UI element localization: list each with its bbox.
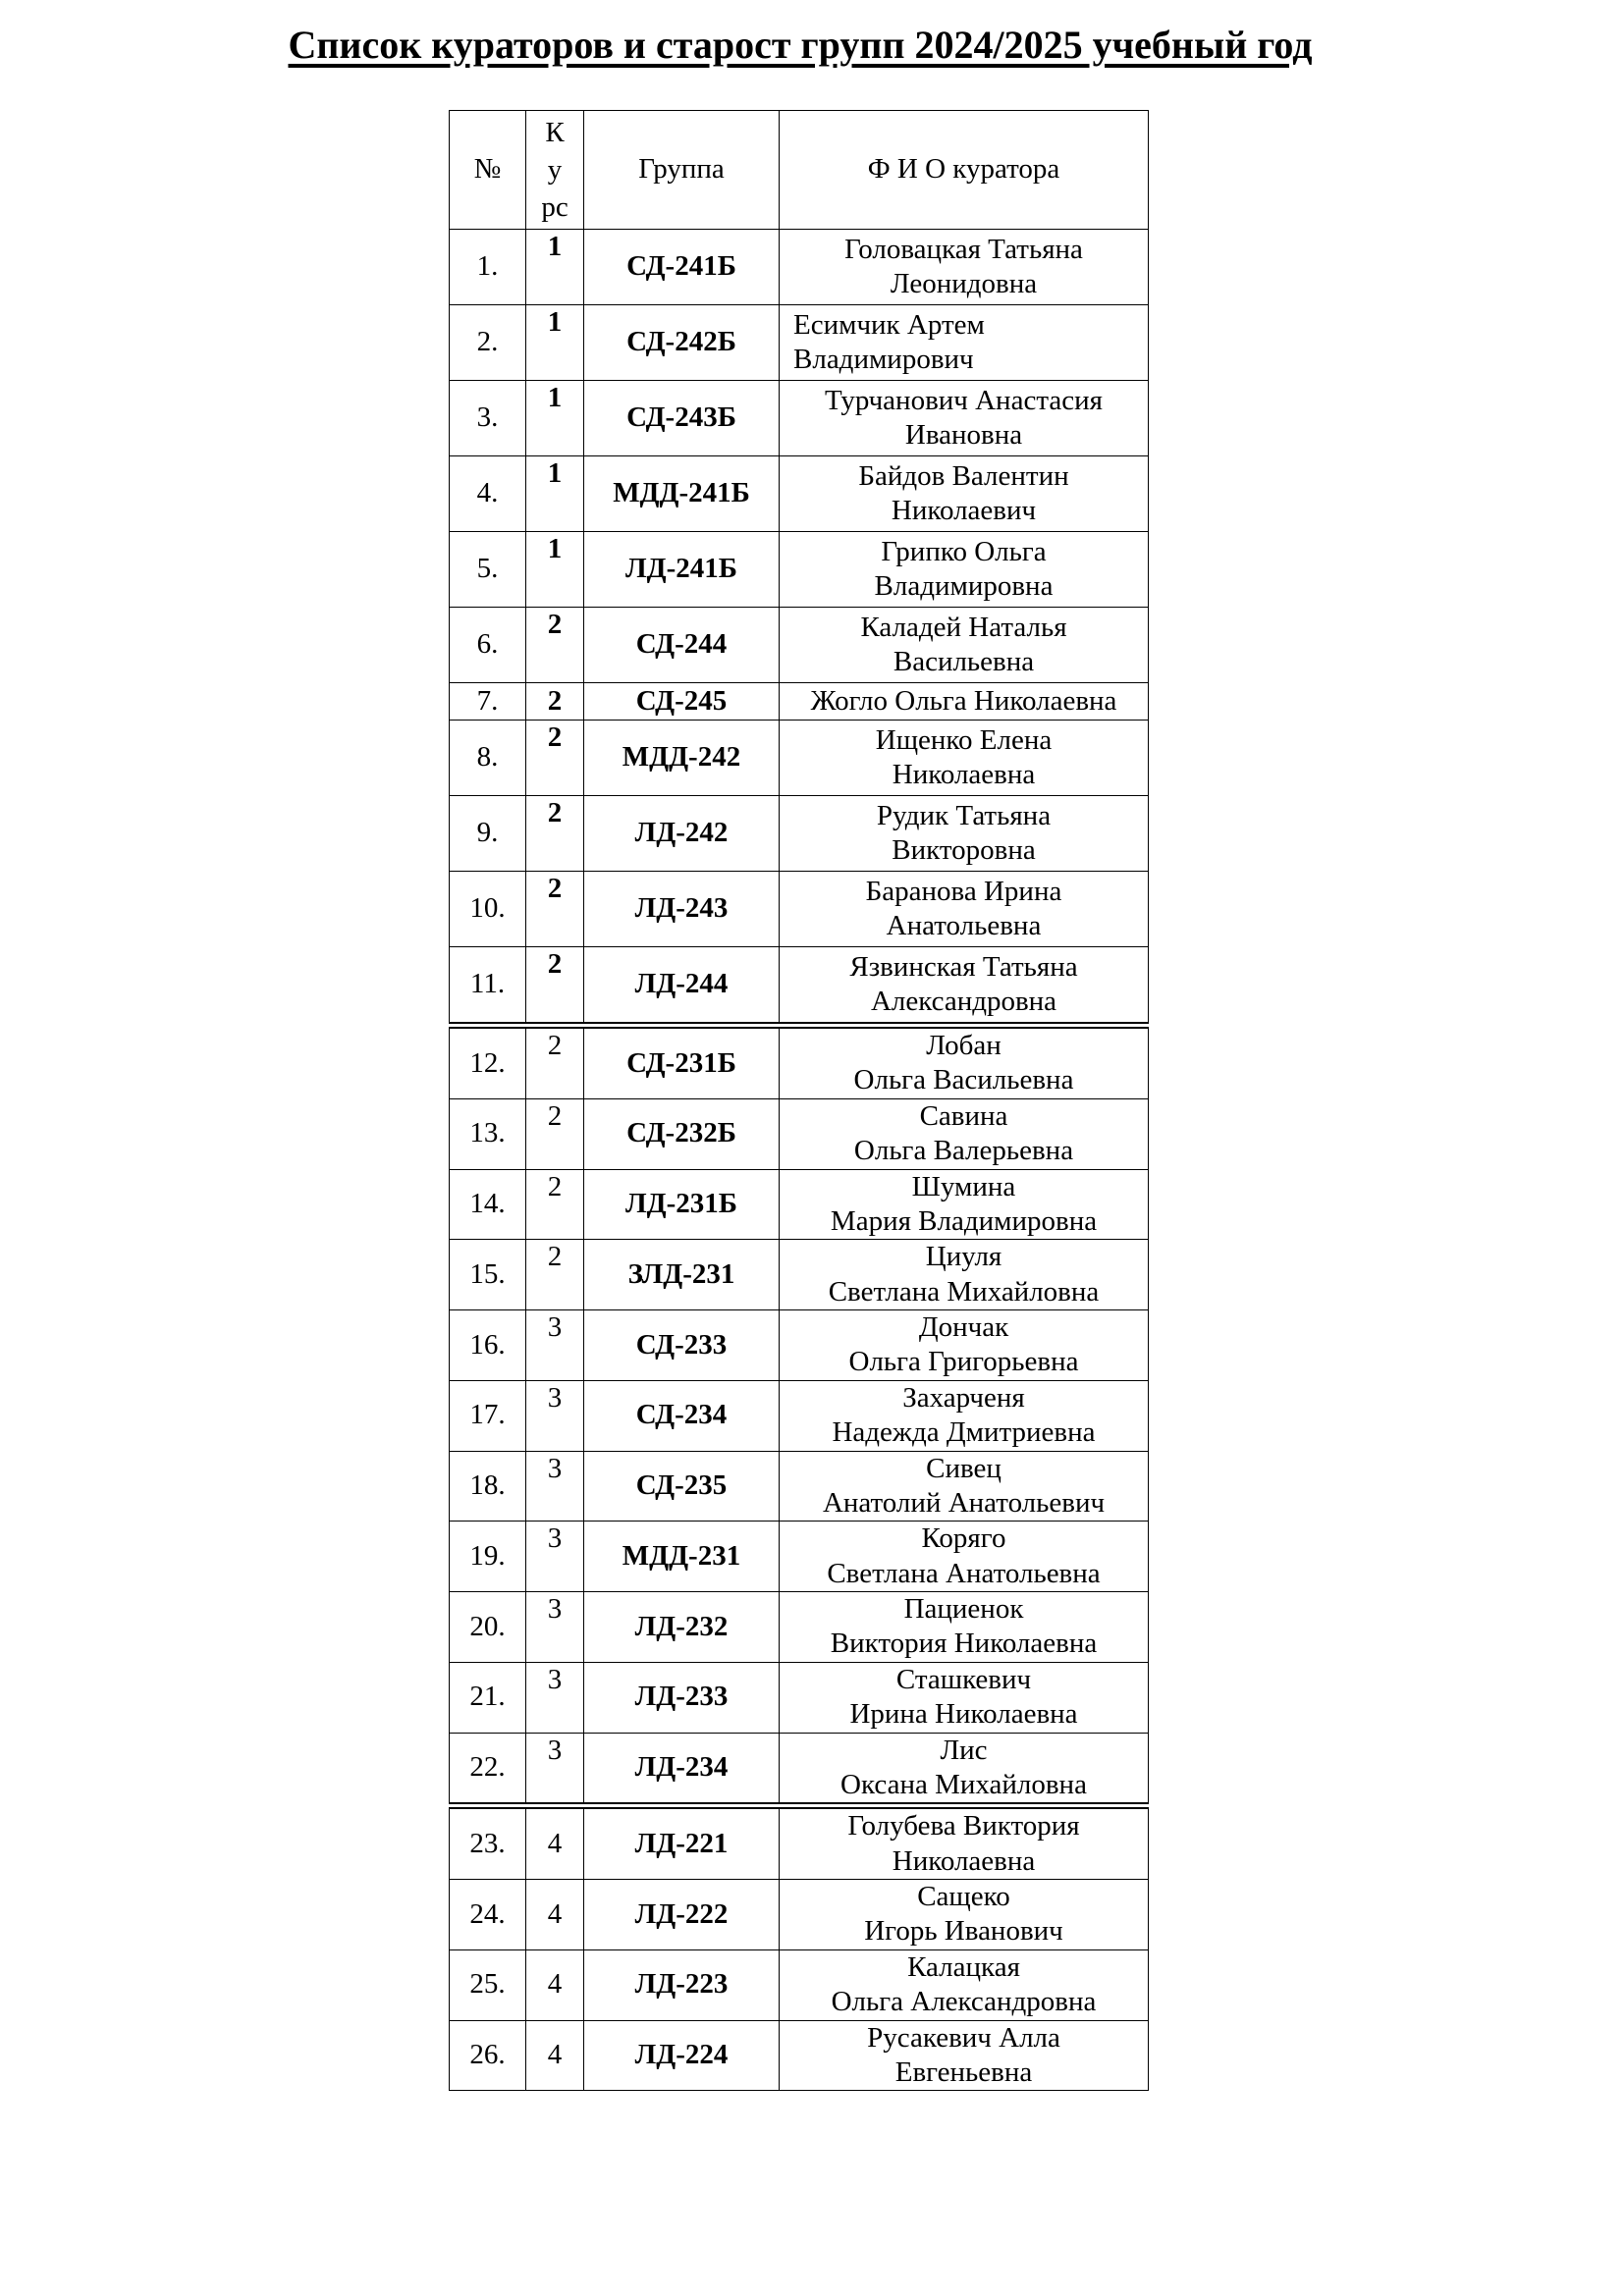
curator-name-line: Байдов Валентин — [858, 459, 1069, 492]
row-number: 3. — [450, 381, 526, 456]
row-kurs: 2 — [526, 721, 584, 796]
curator-name-line: Циуля — [925, 1241, 1002, 1273]
row-number: 23. — [450, 1806, 526, 1880]
curator-name-line: Есимчик Артем — [793, 308, 985, 341]
row-number: 25. — [450, 1949, 526, 2020]
row-kurs: 2 — [526, 947, 584, 1026]
row-kurs: 3 — [526, 1451, 584, 1522]
row-group: СД-233 — [584, 1310, 780, 1381]
curator-name-line: Язвинская Татьяна — [849, 950, 1078, 983]
curator-name-line: Ольга Григорьевна — [848, 1346, 1079, 1378]
row-group: СД-244 — [584, 608, 780, 683]
table-row — [450, 1240, 1149, 1310]
row-curator — [780, 1380, 1149, 1451]
row-kurs: 1 — [526, 230, 584, 305]
row-kurs: 1 — [526, 305, 584, 381]
curator-name-line: Васильевна — [893, 646, 1035, 677]
table-row — [450, 872, 1149, 947]
row-number: 9. — [450, 796, 526, 872]
header-num: № — [450, 111, 526, 230]
row-curator — [780, 532, 1149, 608]
table-row — [450, 456, 1149, 532]
row-curator — [780, 1949, 1149, 2020]
curator-name-line: Оксана Михайловна — [840, 1768, 1087, 1800]
row-kurs: 2 — [526, 872, 584, 947]
row-curator — [780, 381, 1149, 456]
header-kurs — [526, 111, 584, 230]
row-number: 2. — [450, 305, 526, 381]
curator-name-line: Владимирович — [793, 344, 974, 375]
row-group: СД-242Б — [584, 305, 780, 381]
curator-name-line: Голубева Виктория — [847, 1810, 1080, 1842]
row-kurs: 3 — [526, 1380, 584, 1451]
curator-name-line: Ольга Александровна — [831, 1986, 1097, 2018]
row-group: СД-235 — [584, 1451, 780, 1522]
table-row — [450, 1169, 1149, 1240]
row-curator — [780, 1733, 1149, 1806]
row-group: ЛД-222 — [584, 1880, 780, 1950]
table-row — [450, 721, 1149, 796]
row-kurs: 2 — [526, 796, 584, 872]
row-group: СД-232Б — [584, 1098, 780, 1169]
curator-name-line: Грипко Ольга — [881, 535, 1047, 567]
curator-name-line: Каладей Наталья — [860, 611, 1067, 643]
row-kurs: 2 — [526, 683, 584, 721]
row-number: 14. — [450, 1169, 526, 1240]
row-kurs: 2 — [526, 1240, 584, 1310]
curator-name-line: Баранова Ирина — [865, 875, 1062, 907]
curator-name-line: Сащеко — [917, 1881, 1010, 1912]
row-curator — [780, 947, 1149, 1026]
row-curator — [780, 872, 1149, 947]
row-group: ЛД-224 — [584, 2020, 780, 2091]
row-group: МДД-231 — [584, 1522, 780, 1592]
row-number: 18. — [450, 1451, 526, 1522]
row-group: СД-231Б — [584, 1026, 780, 1099]
curator-name-line: Шумина — [911, 1170, 1016, 1202]
row-curator — [780, 721, 1149, 796]
row-curator — [780, 1662, 1149, 1733]
row-curator — [780, 1522, 1149, 1592]
row-kurs: 4 — [526, 1949, 584, 2020]
curator-name-line: Светлана Михайловна — [828, 1275, 1100, 1308]
row-curator — [780, 1240, 1149, 1310]
row-group: МДД-241Б — [584, 456, 780, 532]
row-kurs: 4 — [526, 1880, 584, 1950]
header-kurs-line: рс — [541, 191, 568, 224]
curator-name-line: Виктория Николаевна — [830, 1628, 1098, 1660]
curator-name-line: Сташкевич — [895, 1663, 1032, 1695]
table-row — [450, 1880, 1149, 1950]
row-kurs: 2 — [526, 608, 584, 683]
row-group: СД-241Б — [584, 230, 780, 305]
table-row — [450, 1451, 1149, 1522]
table-row — [450, 947, 1149, 1026]
curator-name-line: Ольга Валерьевна — [853, 1135, 1074, 1167]
curator-name-line: Николаевна — [892, 1844, 1036, 1877]
curator-name-line: Николаевна — [892, 759, 1036, 790]
row-number: 8. — [450, 721, 526, 796]
row-kurs: 3 — [526, 1592, 584, 1663]
row-kurs: 3 — [526, 1310, 584, 1381]
row-curator — [780, 1169, 1149, 1240]
curators-table — [449, 110, 1149, 2091]
section-first-year — [450, 230, 1149, 1026]
table-row — [450, 1662, 1149, 1733]
curator-name-line: Сивец — [926, 1452, 1001, 1484]
row-group: ЛД-234 — [584, 1733, 780, 1806]
header-kurs-line: К — [545, 116, 565, 148]
row-number: 11. — [450, 947, 526, 1026]
table-header — [450, 111, 1149, 230]
row-group: ЛД-232 — [584, 1592, 780, 1663]
curator-name-line: Анатольевна — [886, 910, 1042, 941]
table-row — [450, 1522, 1149, 1592]
table-row — [450, 1098, 1149, 1169]
row-group: ЛД-243 — [584, 872, 780, 947]
curator-name-line: Ивановна — [904, 419, 1023, 451]
table-row — [450, 1592, 1149, 1663]
row-kurs: 1 — [526, 456, 584, 532]
row-number: 5. — [450, 532, 526, 608]
curator-name-line: Надежда Дмитриевна — [832, 1416, 1096, 1449]
curator-name-line: Головацкая Татьяна — [844, 233, 1083, 265]
table-row — [450, 230, 1149, 305]
row-kurs: 4 — [526, 1806, 584, 1880]
row-curator — [780, 1880, 1149, 1950]
table-row — [450, 2020, 1149, 2091]
row-group: МДД-242 — [584, 721, 780, 796]
row-number: 4. — [450, 456, 526, 532]
row-number: 7. — [450, 683, 526, 721]
header-kurs-line: у — [547, 153, 563, 186]
row-curator — [780, 1806, 1149, 1880]
table-row — [450, 608, 1149, 683]
row-group: СД-234 — [584, 1380, 780, 1451]
curator-name-line: Рудик Татьяна — [876, 799, 1052, 831]
row-kurs: 4 — [526, 2020, 584, 2091]
row-curator — [780, 1310, 1149, 1381]
table-row — [450, 683, 1149, 721]
row-kurs: 3 — [526, 1662, 584, 1733]
row-group: ЗЛД-231 — [584, 1240, 780, 1310]
curator-name-line: Жогло Ольга Николаевна — [810, 684, 1117, 717]
row-kurs: 3 — [526, 1522, 584, 1592]
table-row — [450, 1310, 1149, 1381]
row-number: 12. — [450, 1026, 526, 1099]
table-row — [450, 796, 1149, 872]
row-number: 16. — [450, 1310, 526, 1381]
curator-name-line: Русакевич Алла — [867, 2021, 1060, 2054]
table-row — [450, 381, 1149, 456]
row-number: 6. — [450, 608, 526, 683]
header-curator: Ф И О куратора — [780, 111, 1149, 230]
row-number: 10. — [450, 872, 526, 947]
curator-name-line: Ирина Николаевна — [849, 1698, 1078, 1731]
curator-name-line: Владимировна — [874, 570, 1054, 602]
curator-name-line: Турчанович Анастасия — [825, 384, 1103, 416]
row-number: 19. — [450, 1522, 526, 1592]
row-curator — [780, 1451, 1149, 1522]
row-number: 24. — [450, 1880, 526, 1950]
row-group: ЛД-233 — [584, 1662, 780, 1733]
table-row — [450, 1806, 1149, 1880]
row-group: ЛД-231Б — [584, 1169, 780, 1240]
row-curator — [780, 305, 1149, 381]
row-group: ЛД-221 — [584, 1806, 780, 1880]
row-kurs: 1 — [526, 532, 584, 608]
curator-name-line: Анатолий Анатольевич — [822, 1486, 1106, 1519]
page-title: Список кураторов и старост групп 2024/2025 учебный год — [288, 23, 1313, 67]
row-group: ЛД-242 — [584, 796, 780, 872]
row-number: 22. — [450, 1733, 526, 1806]
table-row — [450, 1026, 1149, 1099]
row-group: СД-245 — [584, 683, 780, 721]
curator-name-line: Калацкая — [907, 1950, 1020, 1983]
row-kurs: 1 — [526, 381, 584, 456]
row-number: 21. — [450, 1662, 526, 1733]
row-curator — [780, 2020, 1149, 2091]
curator-name-line: Евгеньевна — [894, 2056, 1033, 2088]
row-kurs: 3 — [526, 1733, 584, 1806]
curator-name-line: Викторовна — [892, 834, 1036, 866]
row-kurs: 2 — [526, 1026, 584, 1099]
curator-name-line: Леонидовна — [890, 268, 1038, 299]
curator-name-line: Пациенок — [903, 1593, 1024, 1625]
curator-name-line: Мария Владимировна — [830, 1204, 1098, 1237]
table-row — [450, 1733, 1149, 1806]
row-curator — [780, 1026, 1149, 1099]
header-group: Группа — [584, 111, 780, 230]
row-curator — [780, 230, 1149, 305]
curator-name-line: Светлана Анатольевна — [827, 1557, 1101, 1589]
row-group: ЛД-241Б — [584, 532, 780, 608]
row-group: ЛД-244 — [584, 947, 780, 1026]
row-number: 17. — [450, 1380, 526, 1451]
curator-name-line: Захарченя — [902, 1381, 1025, 1414]
row-number: 26. — [450, 2020, 526, 2091]
section-second-year — [450, 1026, 1149, 1806]
section-fourth-year — [450, 1806, 1149, 2091]
row-kurs: 2 — [526, 1169, 584, 1240]
row-curator — [780, 456, 1149, 532]
curator-name-line: Ольга Васильевна — [853, 1064, 1074, 1096]
table-row — [450, 305, 1149, 381]
curator-name-line: Лобан — [926, 1030, 1001, 1061]
row-curator — [780, 796, 1149, 872]
row-curator — [780, 1592, 1149, 1663]
row-number: 13. — [450, 1098, 526, 1169]
row-kurs: 2 — [526, 1098, 584, 1169]
table-row — [450, 1949, 1149, 2020]
row-number: 15. — [450, 1240, 526, 1310]
curator-name-line: Дончак — [918, 1311, 1009, 1343]
table-row — [450, 532, 1149, 608]
header-row — [450, 111, 1149, 230]
curator-name-line: Игорь Иванович — [864, 1915, 1063, 1948]
curator-name-line: Коряго — [921, 1522, 1006, 1555]
row-curator — [780, 683, 1149, 721]
row-curator — [780, 1098, 1149, 1169]
row-group: СД-243Б — [584, 381, 780, 456]
row-number: 20. — [450, 1592, 526, 1663]
table-row — [450, 1380, 1149, 1451]
curator-name-line: Александровна — [870, 986, 1057, 1017]
row-number: 1. — [450, 230, 526, 305]
curator-name-line: Савина — [919, 1099, 1008, 1132]
curator-name-line: Ищенко Елена — [875, 723, 1053, 756]
curator-name-line: Николаевич — [891, 495, 1037, 526]
row-group: ЛД-223 — [584, 1949, 780, 2020]
row-curator — [780, 608, 1149, 683]
curator-name-line: Лис — [940, 1734, 988, 1766]
